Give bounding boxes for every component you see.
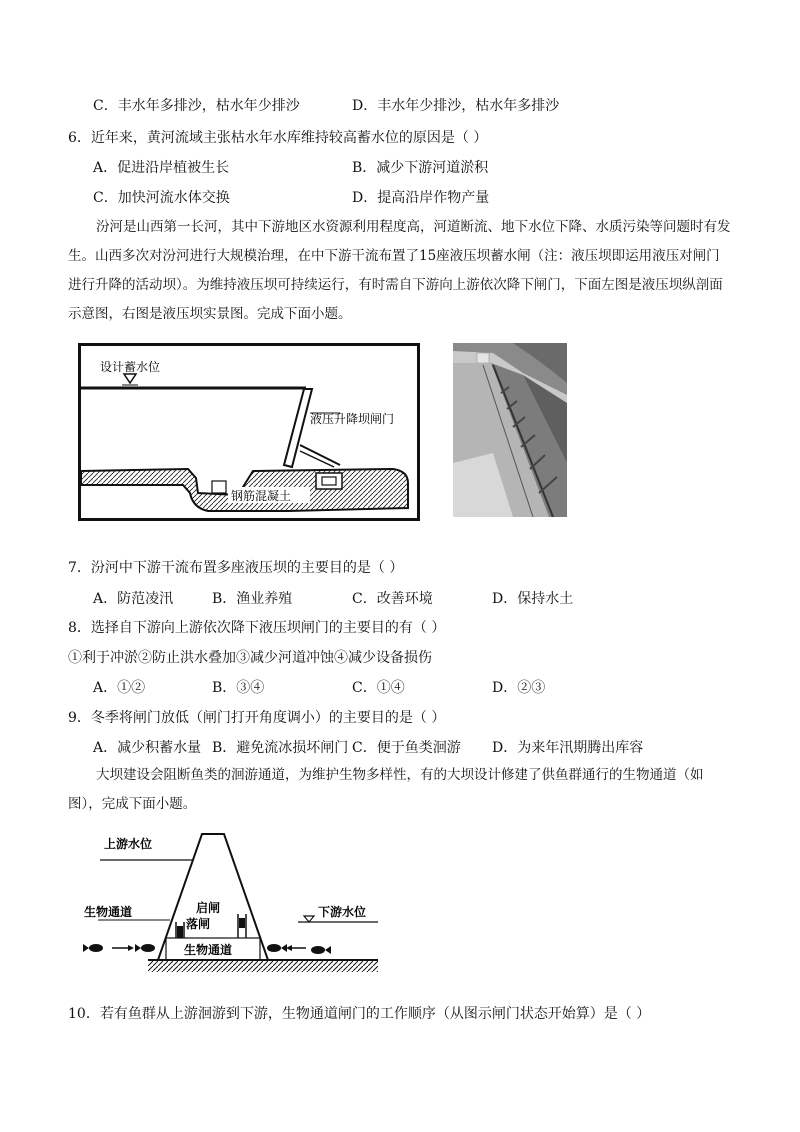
label-drop-gate: 落闸 — [186, 917, 211, 931]
q8-stem: 8．选择自下游向上游依次降下液压坝闸门的主要目的有（ ） — [68, 620, 446, 636]
label-design-level: 设计蓄水位 — [100, 360, 161, 374]
q6-option-c: C．加快河流水体交换 — [93, 190, 230, 206]
passage-fenhe: 汾河是山西第一长河，其中下游地区水资源利用程度高，河道断流、地下水位下降、水质污染等问题时有发生。山西多次对汾河进行大规模治理，在中下游干流布置了15座液压坝蓄水闸（注：液压坝即运用液压对闸门进行升降的活动坝）。为维持液压坝可持续运行，有时需自下游向上游依次降下闸门，下面左图是液压坝纵剖面示意图，右图是液压坝实景图。完成下面小题。 — [68, 219, 731, 322]
label-channel-bottom: 生物通道 — [184, 943, 233, 957]
open-gate — [239, 918, 245, 928]
q9-option-a: A．减少积蓄水量 — [93, 740, 202, 756]
q9-option-d: D．为来年汛期腾出库容 — [492, 740, 644, 756]
fish-icon — [267, 944, 281, 952]
q8-option-d: D．②③ — [492, 680, 546, 696]
dam-photo — [453, 343, 567, 517]
label-concrete: 钢筋混凝土 — [231, 489, 292, 503]
q7-option-d: D．保持水土 — [492, 591, 574, 607]
q8-option-a: A．①② — [93, 680, 146, 696]
q7-stem: 7．汾河中下游干流布置多座液压坝的主要目的是（ ） — [68, 560, 404, 576]
q8-items: ①利于冲淤②防止洪水叠加③减少河道冲蚀④减少设备损伤 — [68, 650, 432, 666]
fish-icon — [141, 944, 155, 952]
passage-fish: 大坝建设会阻断鱼类的洄游通道，为维护生物多样性，有的大坝设计修建了供鱼群通行的生物通道（如图），完成下面小题。 — [68, 767, 704, 812]
q5-option-d: D．丰水年少排沙，枯水年多排沙 — [352, 98, 560, 114]
fish-icon — [311, 946, 325, 954]
q7-option-b: B．渔业养殖 — [212, 591, 293, 607]
q9-option-c: C．便于鱼类洄游 — [352, 740, 461, 756]
q6-option-a: A．促进沿岸植被生长 — [93, 160, 230, 176]
fish-icon — [89, 944, 103, 952]
dam-section-figure — [78, 343, 420, 521]
label-channel-left: 生物通道 — [84, 905, 133, 919]
q7-option-c: C．改善环境 — [352, 591, 433, 607]
label-downstream: 下游水位 — [318, 905, 367, 919]
q7-option-a: A．防范凌汛 — [93, 591, 174, 607]
q6-option-b: B．减少下游河道淤积 — [352, 160, 489, 176]
label-upstream: 上游水位 — [104, 837, 153, 851]
label-open-gate: 启闸 — [196, 901, 221, 915]
q9-option-b: B．避免流冰损坏闸门 — [212, 740, 349, 756]
drop-gate — [177, 926, 183, 938]
dam-body — [158, 834, 268, 960]
q9-stem: 9．冬季将闸门放低（闸门打开角度调小）的主要目的是（ ） — [68, 710, 446, 726]
q10-stem: 10．若有鱼群从上游洄游到下游，生物通道闸门的工作顺序（从图示闸门状态开始算）是（ ） — [68, 1006, 651, 1022]
q8-option-c: C．①④ — [352, 680, 405, 696]
q6-option-d: D．提高沿岸作物产量 — [352, 190, 490, 206]
q6-stem: 6．近年来，黄河流域主张枯水年水库维持较高蓄水位的原因是（ ） — [68, 130, 488, 146]
q8-option-b: B．③④ — [212, 680, 265, 696]
cylinder-pit — [316, 473, 342, 489]
q5-option-c: C．丰水年多排沙，枯水年少排沙 — [93, 98, 300, 114]
fish-passage-figure — [78, 826, 384, 978]
label-gate: 液压升降坝闸门 — [310, 412, 395, 426]
